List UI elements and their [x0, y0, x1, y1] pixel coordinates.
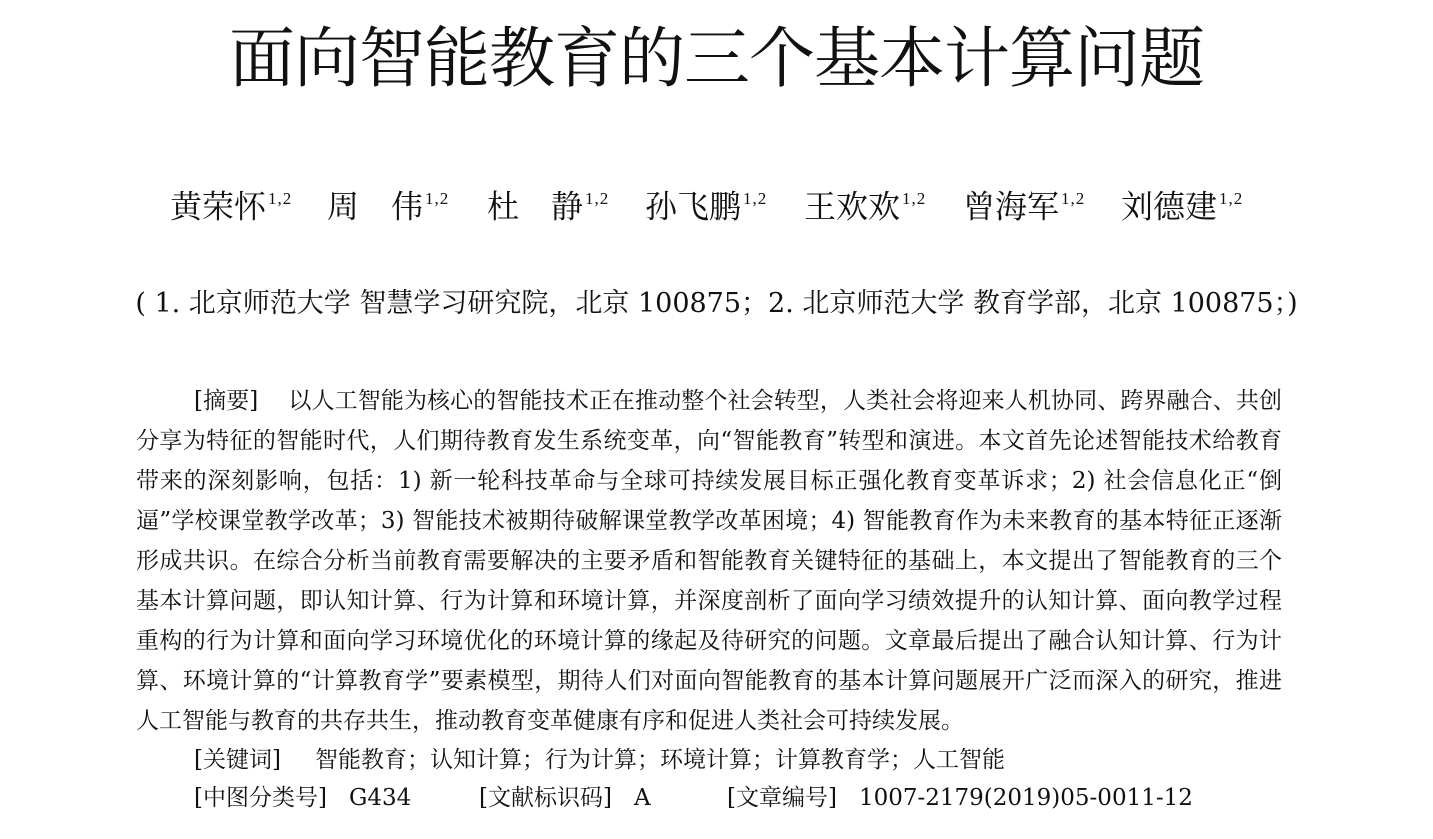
author-affiliation-marker: 1,2	[1219, 189, 1244, 208]
classification-info	[0, 778, 1433, 818]
keywords-label: [关键词]	[194, 747, 281, 773]
document-code-label: [文献标识码]	[479, 785, 612, 811]
author-list	[0, 176, 1433, 226]
author	[645, 176, 767, 232]
author	[1121, 176, 1243, 232]
author-affiliation-marker: 1,2	[585, 189, 610, 208]
abstract-text: 以人工智能为核心的智能技术正在推动整个社会转型，人类社会将迎来人机协同、跨界融合、共创分享为特征的智能时代，人们期待教育发生系统变革，向“智能教育”转型和演进。本文首先论述智能技术给教育带来的深刻影响，包括：1) 新一轮科技革命与全球可持续发展目标正强化教育变革诉求；2) 社会信息化正“倒逼”学校课堂教学改革；3) 智能技术被期待破解课堂教学改革困境；4) 智能教育作为未来教育的基本特征正逐渐形成共识。在综合分析当前教育需要解决的主要矛盾和智能教育关键特征的基础上，本文提出了智能教育的三个基本计算问题，即认知计算、行为计算和环境计算，并深度剖析了面向学习绩效提升的认知计算、面向教学过程重构的行为计算和面向学习环境优化的环境计算的缘起及待研究的问题。文章最后提出了融合认知计算、行为计算、环境计算的“计算教育学”要素模型，期待人们对面向智能教育的基本计算问题展开广泛而深入的研究，推进人工智能与教育的共存共生，推动教育变革健康有序和促进人类社会可持续发展。	[136, 388, 1282, 734]
author-name: 王欢欢	[804, 187, 901, 226]
author-name: 杜 静	[487, 187, 584, 226]
affiliations: ( 1. 北京师范大学 智慧学习研究院，北京 100875；2. 北京师范大学 教育学部，北京 100875；)	[135, 288, 1298, 319]
abstract-label: [摘要]	[194, 388, 259, 414]
clc-label: [中图分类号]	[194, 785, 327, 811]
author	[327, 176, 449, 232]
clc-value: G434	[348, 785, 412, 811]
abstract	[136, 381, 1282, 741]
author-affiliation-marker: 1,2	[268, 189, 293, 208]
author-name: 周 伟	[327, 187, 424, 226]
author-name: 曾海军	[963, 187, 1060, 226]
author-name: 刘德建	[1121, 187, 1218, 226]
keywords-text: 智能教育；认知计算；行为计算；环境计算；计算教育学；人工智能	[314, 747, 1005, 773]
author-affiliation-marker: 1,2	[743, 189, 768, 208]
article-id	[727, 778, 1193, 818]
author	[487, 176, 609, 232]
author-name: 黄荣怀	[170, 187, 267, 226]
author	[804, 176, 926, 232]
author-affiliation-marker: 1,2	[1061, 189, 1086, 208]
author-affiliation-marker: 1,2	[425, 189, 450, 208]
keywords	[194, 740, 1005, 780]
author-name: 孙飞鹏	[645, 187, 742, 226]
author	[170, 176, 292, 232]
article-id-value: 1007-2179(2019)05-0011-12	[858, 785, 1193, 811]
clc-number	[194, 778, 411, 818]
article-id-label: [文章编号]	[727, 785, 837, 811]
author-affiliation-marker: 1,2	[902, 189, 927, 208]
document-code-value: A	[633, 785, 651, 811]
author	[963, 176, 1085, 232]
document-code	[479, 778, 651, 818]
paper-title: 面向智能教育的三个基本计算问题	[229, 20, 1204, 97]
